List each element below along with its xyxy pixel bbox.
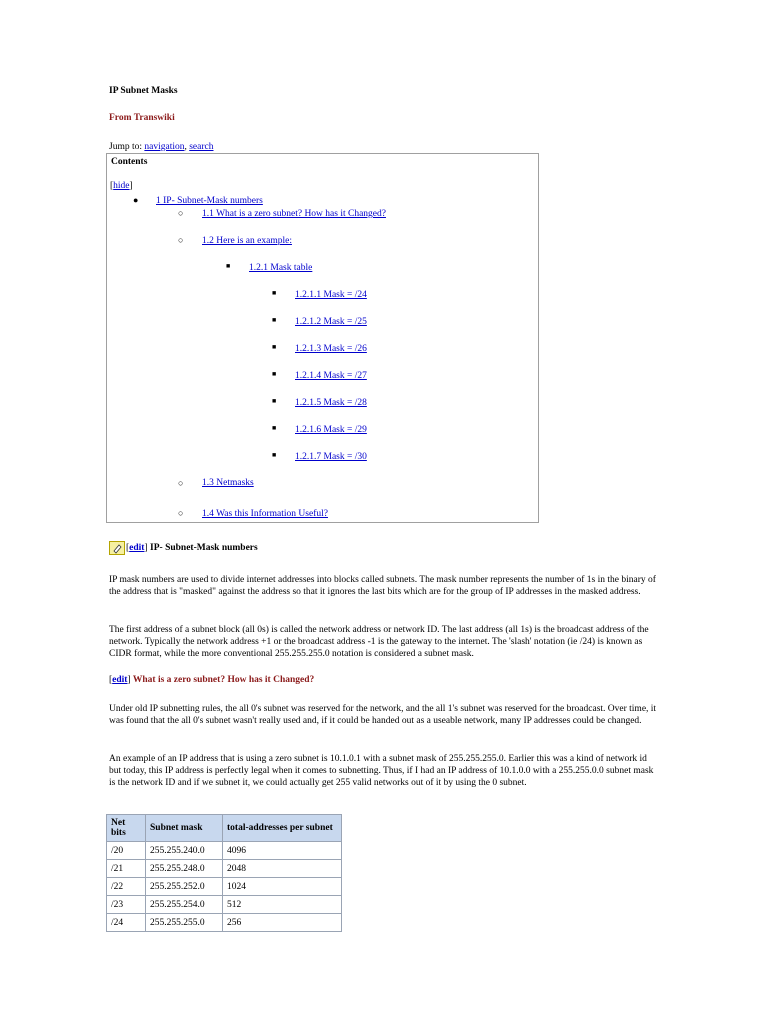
square-bullet-icon: ■ <box>272 370 277 378</box>
table-row <box>107 914 342 932</box>
column-header: Net bits <box>107 815 146 842</box>
circle-bullet-icon: ○ <box>178 508 184 518</box>
jump-to-label: Jump to: <box>109 142 145 152</box>
toc-item-1-2-1-7[interactable]: 1.2.1.7 Mask = /30 <box>295 452 367 462</box>
square-bullet-icon: ■ <box>226 262 231 270</box>
toc-item-1-2-1-4[interactable]: 1.2.1.4 Mask = /27 <box>295 371 367 381</box>
page-title: IP Subnet Masks <box>109 86 178 96</box>
toc-title: Contents <box>111 157 148 167</box>
column-header: total-addresses per subnet <box>223 815 342 842</box>
toc-hide-open-bracket: [ <box>110 181 114 191</box>
toc-hide-close-bracket: ] <box>129 181 133 191</box>
table-of-contents <box>106 153 539 523</box>
table-cell: 2048 <box>223 860 342 878</box>
circle-bullet-icon: ○ <box>178 478 184 488</box>
column-header: Subnet mask <box>146 815 223 842</box>
toc-item-1-2-1-2[interactable]: 1.2.1.2 Mask = /25 <box>295 317 367 327</box>
square-bullet-icon: ■ <box>272 424 277 432</box>
toc-item-1-4[interactable]: 1.4 Was this Information Useful? <box>202 509 328 519</box>
edit-bracket-close: ] <box>127 675 131 685</box>
table-cell: /23 <box>107 896 146 914</box>
paragraph: IP mask numbers are used to divide internet addresses into blocks called subnets. The mask number represents the number of 1s in the binary of the address that is "masked" against the address so that it ignores the last bits which are for the group of IP addresses in the masked address. <box>109 575 656 597</box>
edit-link[interactable]: edit <box>112 675 128 685</box>
table-cell: 255.255.254.0 <box>146 896 223 914</box>
toc-item-1-1[interactable]: 1.1 What is a zero subnet? How has it Changed? <box>202 209 386 219</box>
square-bullet-icon: ■ <box>272 316 277 324</box>
mask-table <box>106 814 342 932</box>
table-cell: /24 <box>107 914 146 932</box>
toc-item-1-2-1-5[interactable]: 1.2.1.5 Mask = /28 <box>295 398 367 408</box>
table-cell: /20 <box>107 842 146 860</box>
toc-item-1-3[interactable]: 1.3 Netmasks <box>202 478 254 488</box>
edit-bracket-open: [ <box>109 675 113 685</box>
navigation-link[interactable]: navigation <box>144 142 185 152</box>
edit-bracket-close: ] <box>144 543 148 554</box>
table-row <box>107 878 342 896</box>
toc-item-1-2-1-1[interactable]: 1.2.1.1 Mask = /24 <box>295 290 367 300</box>
circle-bullet-icon: ○ <box>178 235 184 245</box>
square-bullet-icon: ■ <box>272 289 277 297</box>
table-row <box>107 860 342 878</box>
toc-hide-toggle <box>110 181 133 191</box>
table-cell: 256 <box>223 914 342 932</box>
toc-item-1-2-1-6[interactable]: 1.2.1.6 Mask = /29 <box>295 425 367 435</box>
pencil-icon[interactable] <box>109 541 125 555</box>
square-bullet-icon: ■ <box>272 397 277 405</box>
table-cell: 512 <box>223 896 342 914</box>
table-cell: /21 <box>107 860 146 878</box>
toc-item-1-2-1[interactable]: 1.2.1 Mask table <box>249 263 313 273</box>
circle-bullet-icon: ○ <box>178 208 184 218</box>
toc-item-1-2-1-3[interactable]: 1.2.1.3 Mask = /26 <box>295 344 367 354</box>
edit-link[interactable]: edit <box>129 543 145 554</box>
paragraph: The first address of a subnet block (all 0s) is called the network address or network ID. The last address (all 1s) is the broadcast address of the network. Typically the network address +1 or the broadcast address -1 is the gateway to the internet. The 'slash' notation (ie /24) is known as CIDR format, while the more conventional 255.255.255.0 notation is considered a subnet mask. <box>109 625 649 659</box>
section-title: What is a zero subnet? How has it Changed? <box>132 675 315 685</box>
table-row <box>107 896 342 914</box>
section-heading-subnet-mask-numbers <box>109 541 258 555</box>
paragraph: Under old IP subnetting rules, the all 0's subnet was reserved for the network, and the all 1's subnet was reserved for the broadcast. Over time, it was found that the all 0's subnet wasn't really used and, if it could be handed out as a useable network, many IP addresses could be changed. <box>109 704 657 726</box>
section-heading-zero-subnet <box>109 675 314 685</box>
table-cell: 1024 <box>223 878 342 896</box>
search-link[interactable]: search <box>189 142 214 152</box>
table-cell: /22 <box>107 878 146 896</box>
section-title: IP- Subnet-Mask numbers <box>150 543 258 554</box>
toc-item-1[interactable]: 1 IP- Subnet-Mask numbers <box>156 196 263 206</box>
table-cell: 255.255.248.0 <box>146 860 223 878</box>
toc-hide-link[interactable]: hide <box>113 181 130 191</box>
page-subtitle: From Transwiki <box>109 113 175 123</box>
paragraph: An example of an IP address that is using a zero subnet is 10.1.0.1 with a subnet mask of 255.255.255.0. Earlier this was a kind of network id but today, this IP address is perfectly legal when it comes to subnetting. Thus, if I had an IP address of 10.1.0.0 with a 255.255.0.0 subnet mask is the network ID and if we subnet it, we could actually get 255 valid networks out of it by using the 0 subnet. <box>109 754 654 788</box>
jump-to-bar <box>109 142 214 152</box>
table-row <box>107 842 342 860</box>
disc-bullet-icon: ● <box>133 195 139 205</box>
table-cell: 255.255.240.0 <box>146 842 223 860</box>
square-bullet-icon: ■ <box>272 343 277 351</box>
toc-item-1-2[interactable]: 1.2 Here is an example: <box>202 236 292 246</box>
table-cell: 4096 <box>223 842 342 860</box>
jump-separator: , <box>184 142 190 152</box>
square-bullet-icon: ■ <box>272 451 277 459</box>
table-cell: 255.255.252.0 <box>146 878 223 896</box>
table-header-row <box>107 815 342 842</box>
table-cell: 255.255.255.0 <box>146 914 223 932</box>
edit-bracket-open: [ <box>126 543 130 554</box>
